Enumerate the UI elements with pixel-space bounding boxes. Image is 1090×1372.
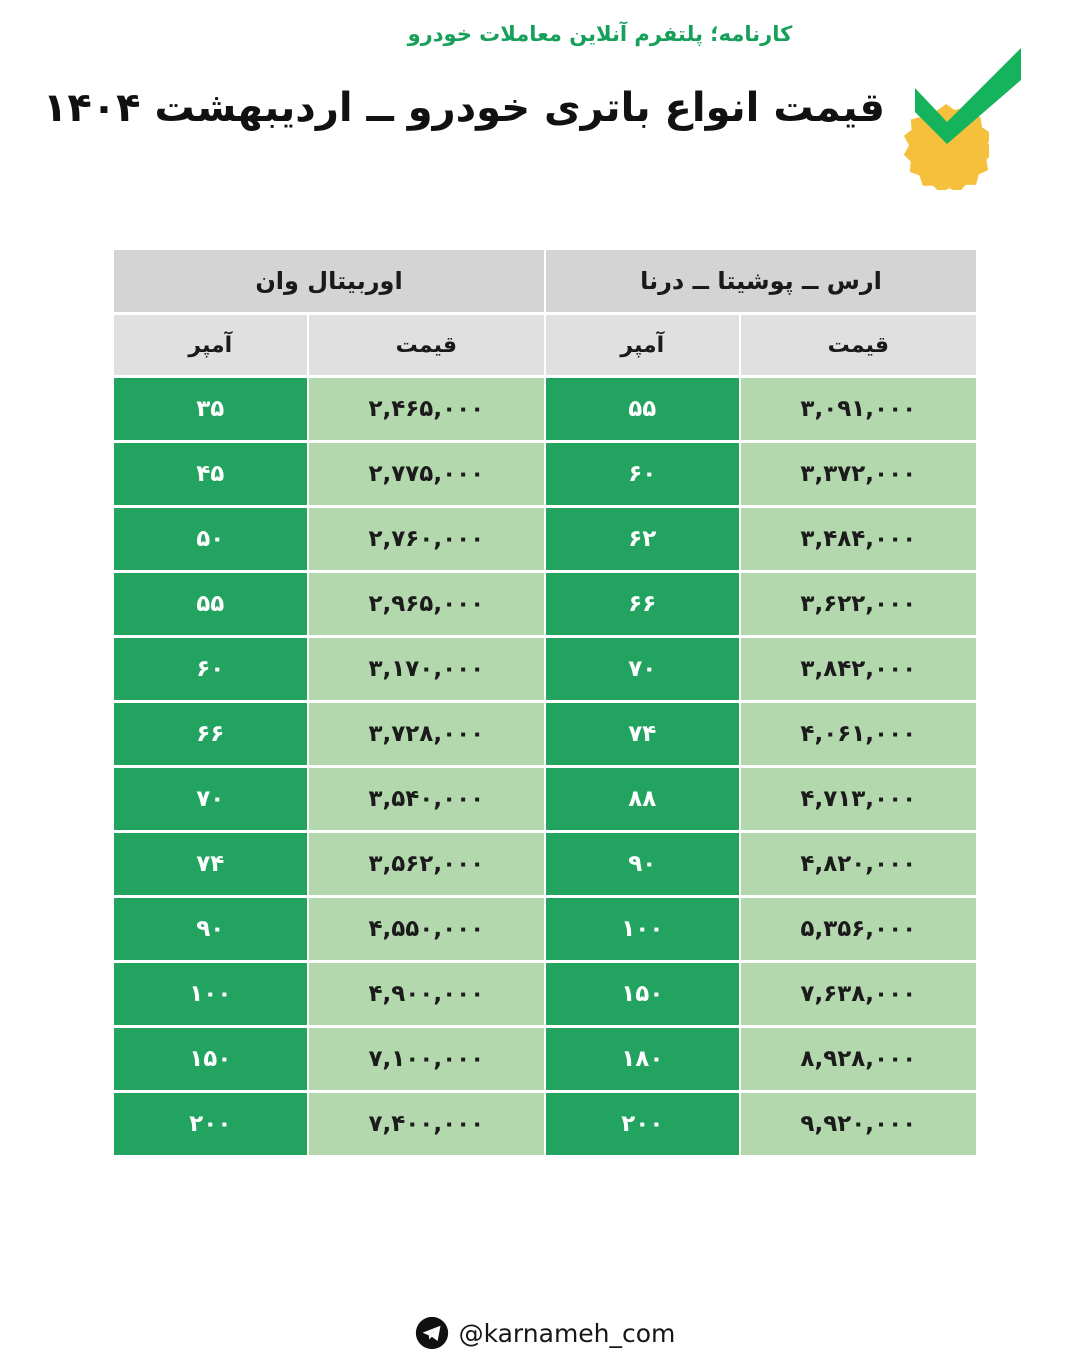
cell-price-left: ۴,۸۲۰,۰۰۰ [741, 833, 976, 895]
cell-amp-left: ۱۸۰ [546, 1028, 739, 1090]
cell-price-left: ۳,۳۷۲,۰۰۰ [741, 443, 976, 505]
table-row [114, 1093, 976, 1155]
table-row [114, 898, 976, 960]
column-header-price-right: قیمت [309, 315, 544, 375]
cell-price-left: ۳,۴۸۴,۰۰۰ [741, 508, 976, 570]
cell-price-left: ۳,۶۲۲,۰۰۰ [741, 573, 976, 635]
cell-amp-right: ۲۰۰ [114, 1093, 307, 1155]
telegram-icon [415, 1316, 449, 1350]
cell-amp-right: ۵۵ [114, 573, 307, 635]
page-header [0, 22, 1090, 237]
group-header-right: اوربیتال وان [114, 250, 544, 312]
table-row [114, 768, 976, 830]
table-row [114, 703, 976, 765]
cell-amp-left: ۱۵۰ [546, 963, 739, 1025]
cell-amp-right: ۷۴ [114, 833, 307, 895]
table-row [114, 573, 976, 635]
table-column-header-row [114, 315, 976, 375]
cell-amp-left: ۸۸ [546, 768, 739, 830]
table-row [114, 638, 976, 700]
cell-price-left: ۳,۸۴۲,۰۰۰ [741, 638, 976, 700]
cell-price-right: ۳,۵۶۲,۰۰۰ [309, 833, 544, 895]
cell-price-left: ۴,۷۱۳,۰۰۰ [741, 768, 976, 830]
telegram-handle: @karnameh_com [458, 1318, 676, 1348]
column-header-amp-right: آمپر [114, 315, 307, 375]
cell-price-right: ۷,۴۰۰,۰۰۰ [309, 1093, 544, 1155]
cell-amp-right: ۱۵۰ [114, 1028, 307, 1090]
cell-price-right: ۳,۵۴۰,۰۰۰ [309, 768, 544, 830]
logo-badge [903, 44, 1028, 189]
cell-amp-right: ۷۰ [114, 768, 307, 830]
cell-amp-right: ۳۵ [114, 378, 307, 440]
cell-amp-right: ۹۰ [114, 898, 307, 960]
table-row [114, 508, 976, 570]
cell-amp-left: ۵۵ [546, 378, 739, 440]
cell-price-right: ۲,۷۷۵,۰۰۰ [309, 443, 544, 505]
cell-amp-right: ۴۵ [114, 443, 307, 505]
group-header-left: ارس ــ پوشیتا ــ درنا [546, 250, 976, 312]
cell-price-right: ۳,۷۲۸,۰۰۰ [309, 703, 544, 765]
table-group-header-row [114, 250, 976, 312]
battery-price-table-wrapper [112, 237, 978, 1158]
column-header-price-left: قیمت [741, 315, 976, 375]
title-block [40, 84, 885, 132]
cell-amp-left: ۶۶ [546, 573, 739, 635]
page-title: قیمت انواع باتری خودرو ــ اردیبهشت ۱۴۰۴ [42, 85, 885, 131]
cell-price-right: ۲,۷۶۰,۰۰۰ [309, 508, 544, 570]
table-row [114, 378, 976, 440]
cell-price-right: ۴,۹۰۰,۰۰۰ [309, 963, 544, 1025]
cell-amp-left: ۹۰ [546, 833, 739, 895]
cell-amp-left: ۷۴ [546, 703, 739, 765]
cell-price-right: ۷,۱۰۰,۰۰۰ [309, 1028, 544, 1090]
cell-amp-left: ۶۰ [546, 443, 739, 505]
cell-price-right: ۲,۴۶۵,۰۰۰ [309, 378, 544, 440]
table-body [114, 378, 976, 1155]
cell-amp-left: ۲۰۰ [546, 1093, 739, 1155]
column-header-amp-left: آمپر [546, 315, 739, 375]
cell-amp-left: ۱۰۰ [546, 898, 739, 960]
table-row [114, 443, 976, 505]
cell-amp-right: ۵۰ [114, 508, 307, 570]
page-subtitle: کارنامه؛ پلتفرم آنلاین معاملات خودرو [407, 22, 793, 46]
footer [0, 1316, 1090, 1350]
table-row [114, 963, 976, 1025]
cell-price-right: ۳,۱۷۰,۰۰۰ [309, 638, 544, 700]
table-row [114, 833, 976, 895]
cell-price-left: ۵,۳۵۶,۰۰۰ [741, 898, 976, 960]
cell-amp-left: ۷۰ [546, 638, 739, 700]
cell-price-right: ۲,۹۶۵,۰۰۰ [309, 573, 544, 635]
checkmark-icon [909, 44, 1027, 144]
cell-price-left: ۳,۰۹۱,۰۰۰ [741, 378, 976, 440]
cell-price-left: ۴,۰۶۱,۰۰۰ [741, 703, 976, 765]
cell-amp-right: ۱۰۰ [114, 963, 307, 1025]
cell-price-right: ۴,۵۵۰,۰۰۰ [309, 898, 544, 960]
cell-amp-right: ۶۰ [114, 638, 307, 700]
cell-amp-left: ۶۲ [546, 508, 739, 570]
cell-price-left: ۷,۶۳۸,۰۰۰ [741, 963, 976, 1025]
battery-price-table [112, 247, 978, 1158]
cell-price-left: ۹,۹۲۰,۰۰۰ [741, 1093, 976, 1155]
cell-price-left: ۸,۹۲۸,۰۰۰ [741, 1028, 976, 1090]
table-row [114, 1028, 976, 1090]
cell-amp-right: ۶۶ [114, 703, 307, 765]
